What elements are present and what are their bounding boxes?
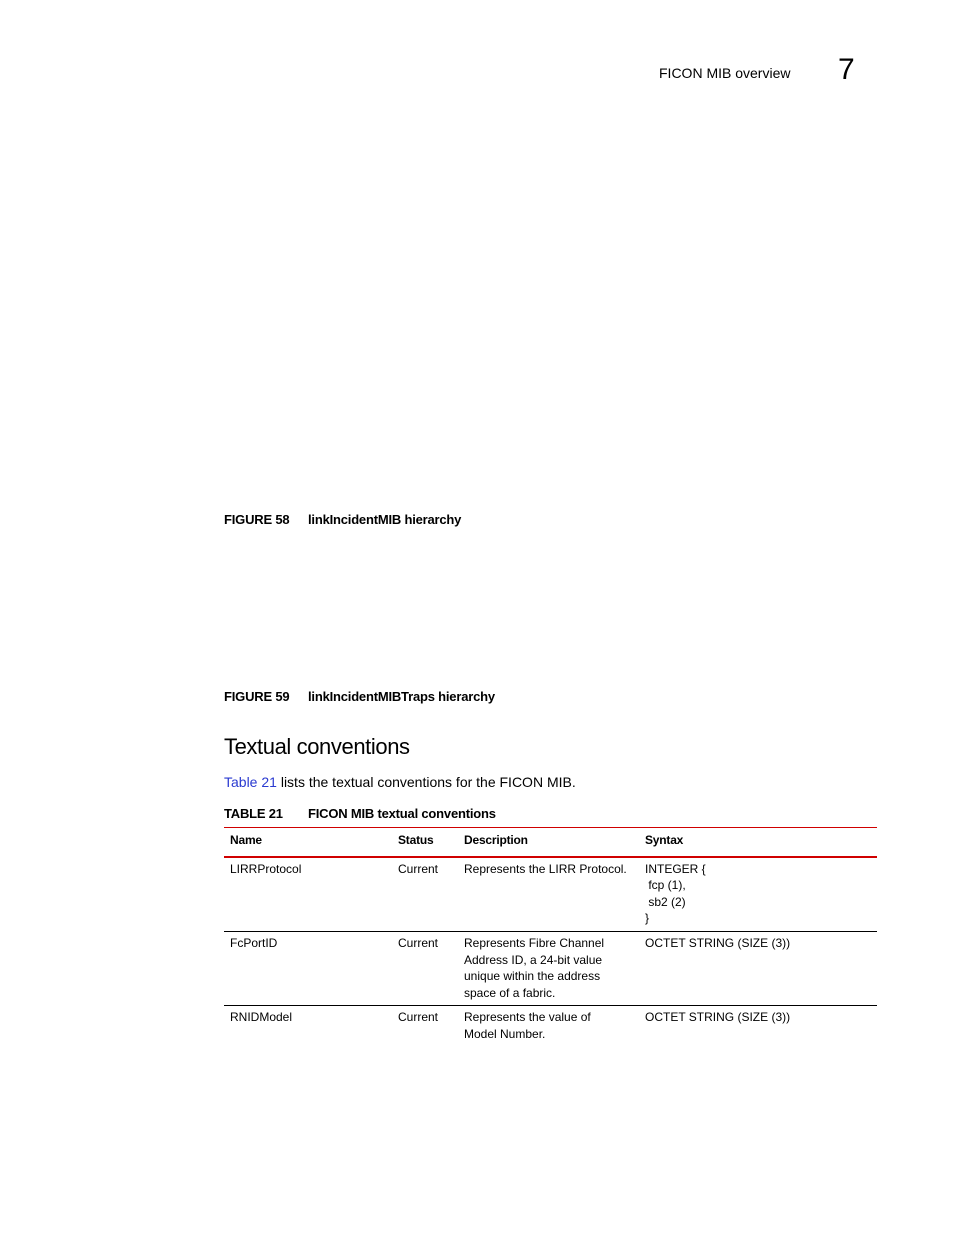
- intro-text: lists the textual conventions for the FICON MIB.: [276, 774, 576, 790]
- cell-status: Current: [392, 932, 458, 1006]
- cell-syntax: [639, 932, 877, 1006]
- figure-label: FIGURE 59: [224, 689, 290, 704]
- figure-label: FIGURE 58: [224, 512, 290, 527]
- syntax-line: }: [645, 911, 650, 925]
- cell-name: LIRRProtocol: [224, 857, 392, 932]
- syntax-line: sb2 (2): [645, 894, 686, 909]
- cell-description: [458, 857, 639, 932]
- syntax-line: OCTET STRING (SIZE (3)): [645, 1010, 791, 1024]
- description-line: Represents the value of: [464, 1010, 591, 1024]
- figure-title: linkIncidentMIB hierarchy: [308, 512, 462, 527]
- table-title: FICON MIB textual conventions: [308, 806, 496, 821]
- description-line: Represents the LIRR Protocol.: [464, 861, 627, 876]
- description-line: Model Number.: [464, 1026, 546, 1041]
- table-row: [224, 857, 877, 932]
- description-line: space of a fabric.: [464, 985, 556, 1000]
- cell-description: [458, 932, 639, 1006]
- syntax-line: fcp (1),: [645, 878, 686, 892]
- section-heading: Textual conventions: [224, 734, 410, 759]
- cell-status: Current: [392, 857, 458, 932]
- table-cross-reference-link[interactable]: Table 21: [224, 774, 277, 790]
- column-header-syntax: Syntax: [639, 828, 877, 857]
- column-header-name: Name: [224, 828, 392, 857]
- cell-name: RNIDModel: [230, 1010, 293, 1024]
- description-line: Represents Fibre Channel: [464, 936, 605, 950]
- cell-status: Current: [398, 1010, 439, 1024]
- description-line: unique within the address: [464, 969, 601, 983]
- table-row: [224, 932, 877, 1006]
- cell-description: [458, 1006, 639, 1056]
- cell-syntax: [639, 1006, 877, 1056]
- table-header-row: [224, 828, 877, 857]
- syntax-line: OCTET STRING (SIZE (3)): [645, 936, 791, 950]
- cell-name: FcPortID: [224, 932, 392, 1006]
- textual-conventions-table: [224, 827, 877, 1056]
- table-label: TABLE 21: [224, 806, 283, 821]
- column-header-status: Status: [392, 828, 458, 857]
- figure-title: linkIncidentMIBTraps hierarchy: [308, 689, 495, 704]
- section-intro: [224, 773, 576, 791]
- cell-syntax: [639, 857, 877, 932]
- table-row: [224, 1006, 877, 1056]
- syntax-line: INTEGER {: [645, 861, 706, 876]
- column-header-description: Description: [458, 828, 639, 857]
- description-line: Address ID, a 24-bit value: [464, 952, 603, 967]
- running-header-title: FICON MIB overview: [659, 65, 791, 81]
- chapter-number: 7: [838, 53, 855, 86]
